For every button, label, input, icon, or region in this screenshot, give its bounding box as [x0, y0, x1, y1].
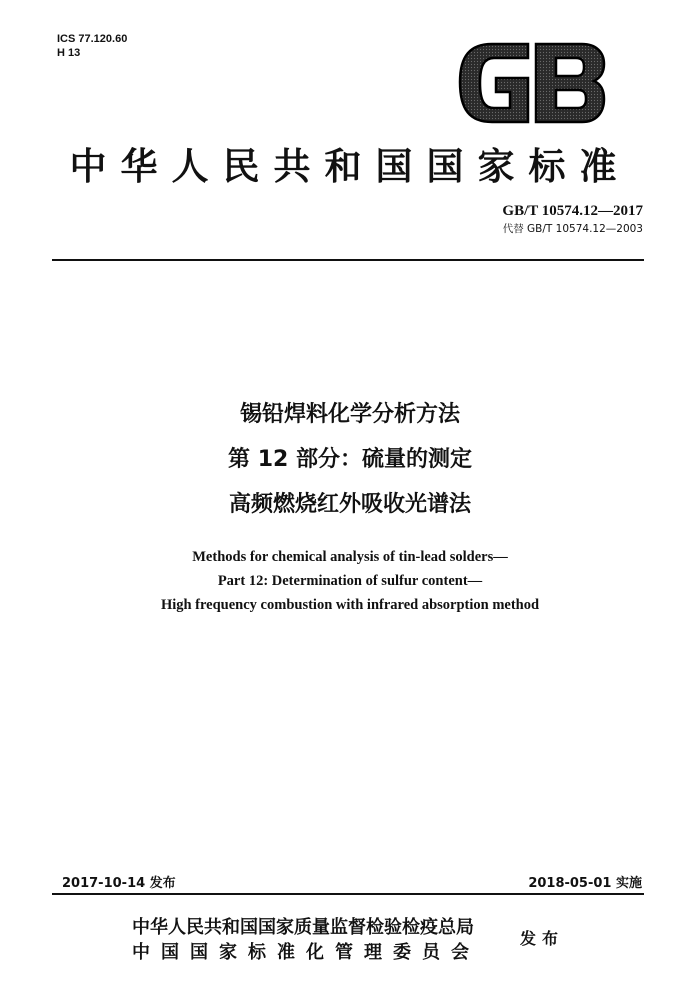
ics-code: ICS 77.120.60 [57, 33, 128, 45]
header-divider [52, 259, 644, 261]
footer-divider [52, 893, 644, 895]
issue-date: 2017-10-14 发布 [62, 876, 176, 891]
english-title-line-3: High frequency combustion with infrared absorption method [160, 597, 540, 613]
ccs-code: H 13 [57, 47, 81, 59]
gb-logo-icon [458, 42, 606, 124]
english-title-line-2: Part 12: Determination of sulfur content— [217, 573, 483, 589]
replaces-standard: 代替 GB/T 10574.12—2003 [502, 223, 643, 235]
chinese-title-line-2: 第 12 部分：硫量的测定 [228, 447, 472, 472]
publish-label: 发布 [520, 929, 565, 948]
issuer-aqsiq: 中华人民共和国国家质量监督检验检疫总局 [132, 917, 474, 938]
implementation-date: 2018-05-01 实施 [528, 876, 642, 891]
chinese-title-line-3: 高频燃烧红外吸收光谱法 [228, 492, 471, 517]
national-standard-title: 中华人民共和国国家标准 [69, 145, 631, 188]
english-title-line-1: Methods for chemical analysis of tin-lead solders— [192, 549, 508, 565]
chinese-title-line-1: 锡铅焊料化学分析方法 [239, 402, 460, 427]
standard-number: GB/T 10574.12—2017 [502, 203, 643, 219]
classification-codes [57, 32, 127, 60]
gb-logo [458, 42, 606, 124]
issuer-sac: 中国国家标准化管理委员会 [132, 942, 480, 963]
